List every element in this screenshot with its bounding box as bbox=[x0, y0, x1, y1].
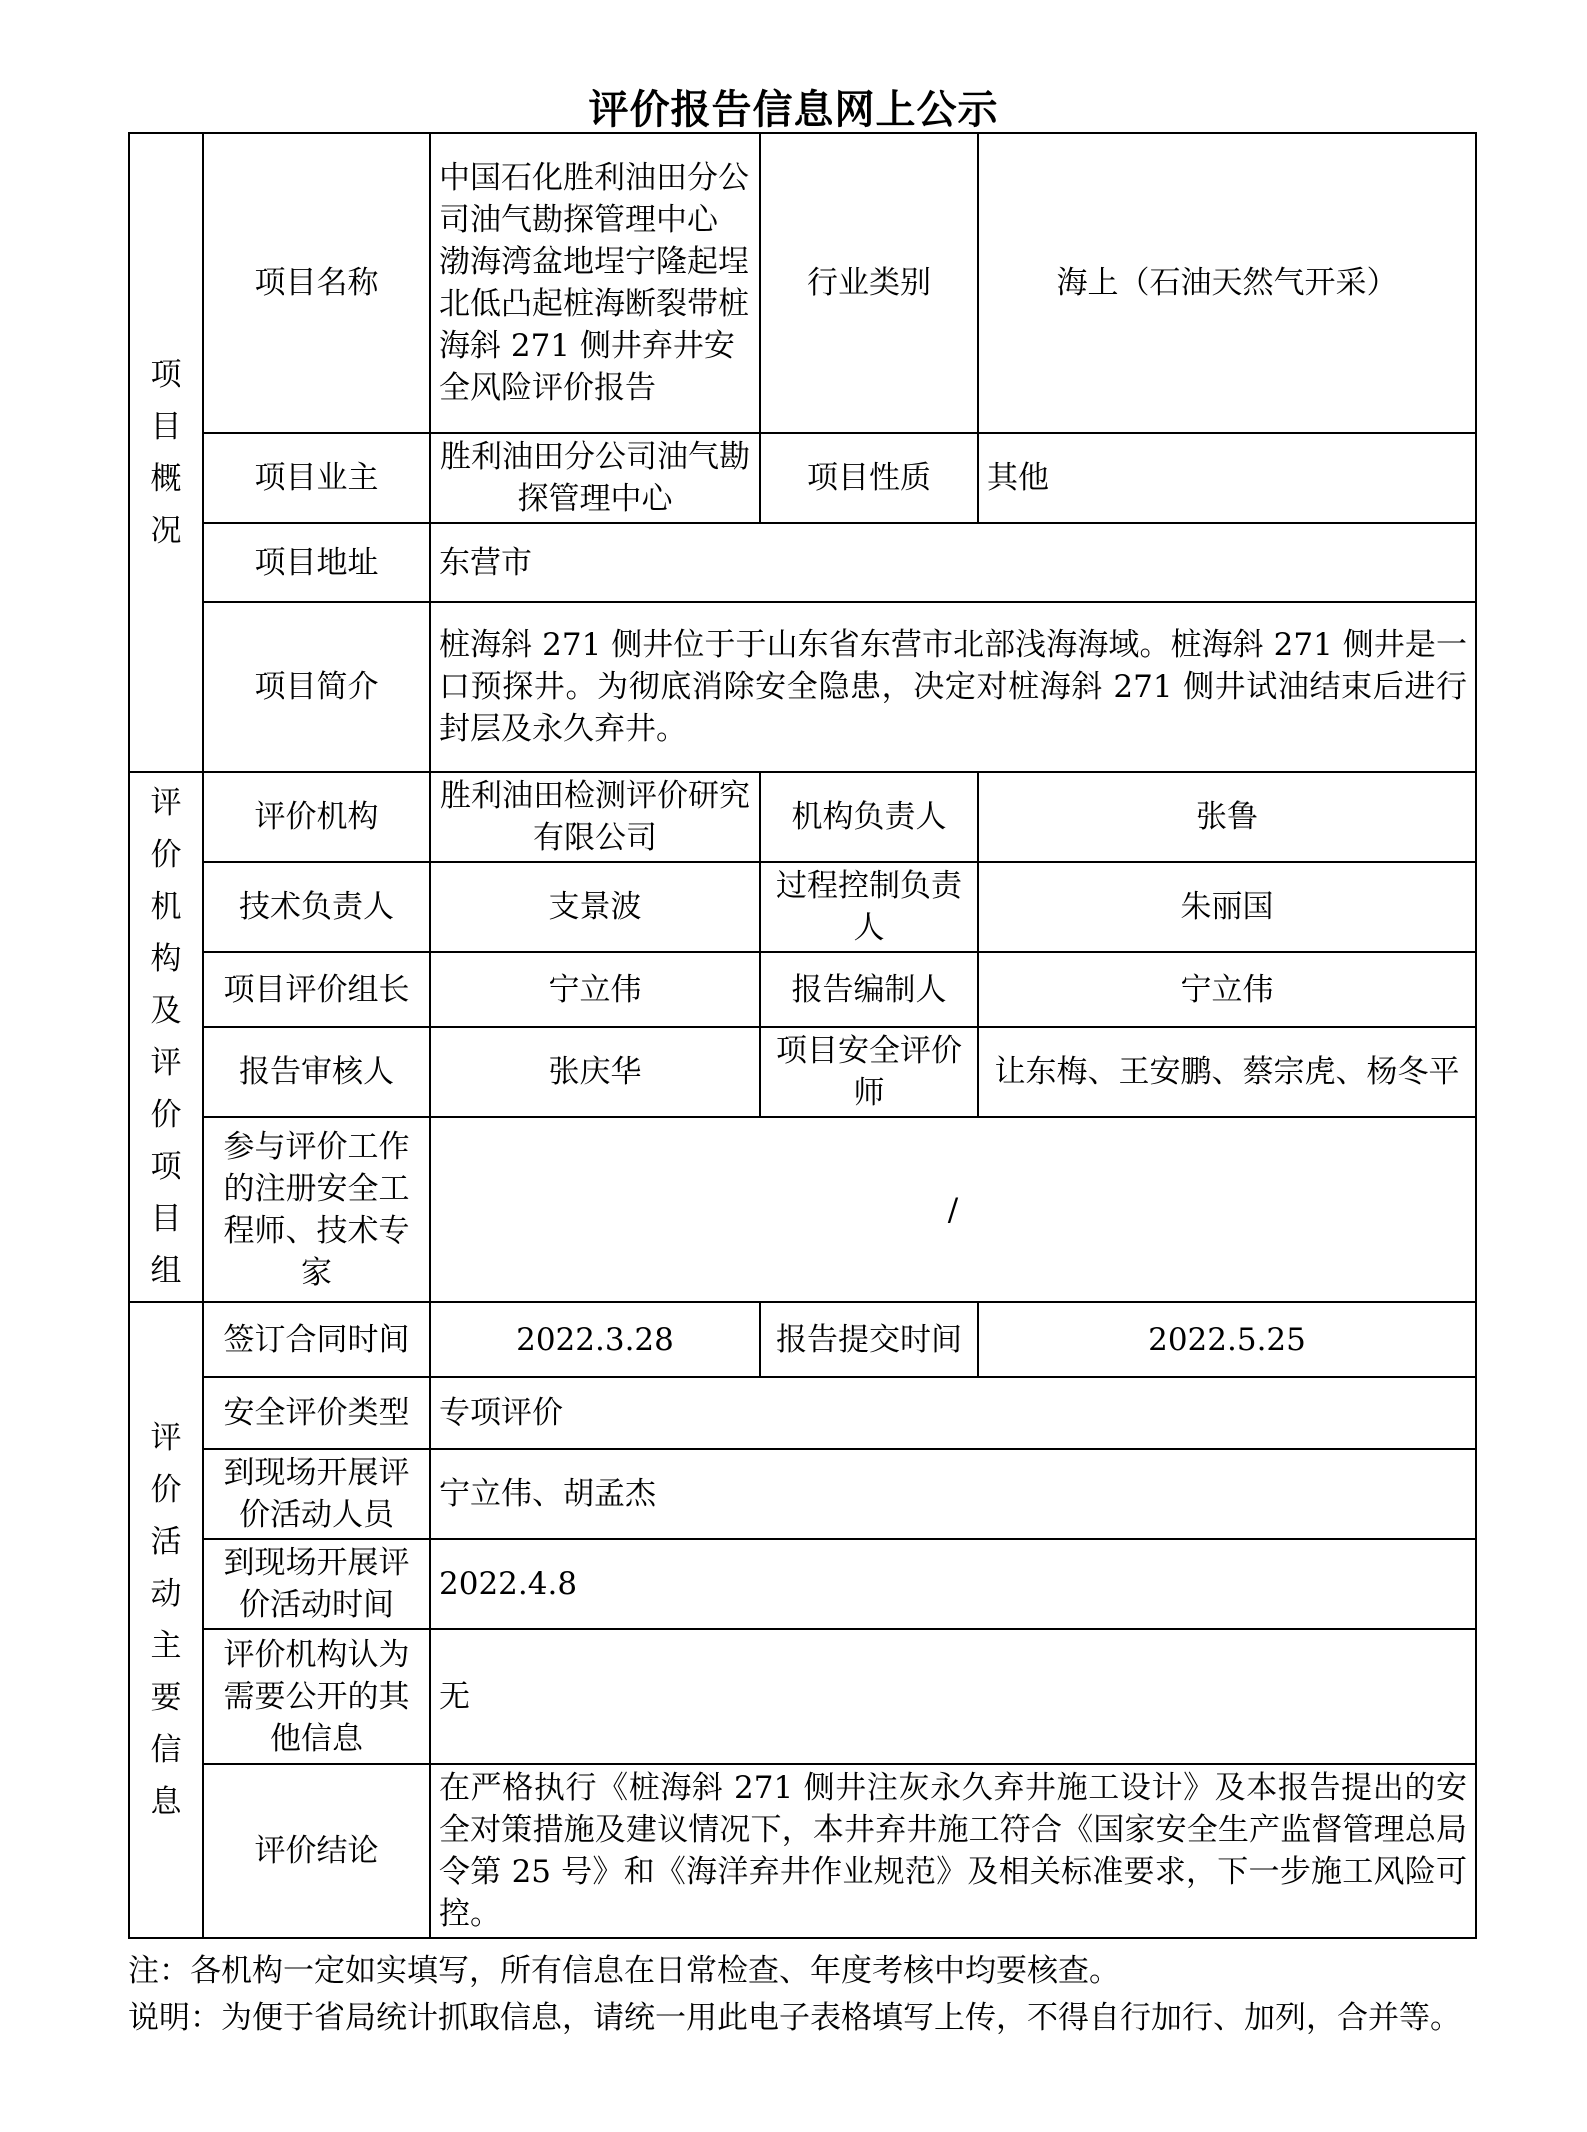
report-writer-label: 报告编制人 bbox=[760, 952, 978, 1027]
industry-label: 行业类别 bbox=[760, 133, 978, 433]
team-leader-value: 宁立伟 bbox=[430, 952, 760, 1027]
experts-value: / bbox=[430, 1117, 1476, 1302]
page-title: 评价报告信息网上公示 bbox=[588, 86, 999, 133]
site-time-label: 到现场开展评价活动时间 bbox=[203, 1539, 430, 1629]
conclusion-value: 在严格执行《桩海斜 271 侧井注灰永久弃井施工设计》及本报告提出的安全对策措施及建议情况下，本井弃井施工符合《国家安全生产监督管理总局令第 25 号》和《海洋弃井作业规范》及相关标准要求，下一步施工风险可控。 bbox=[430, 1764, 1476, 1938]
project-name-value: 中国石化胜利油田分公司油气勘探管理中心 渤海湾盆地埕宁隆起埕北低凸起桩海断裂带桩海斜 271 侧井弃井安全风险评价报告 bbox=[430, 133, 760, 433]
agency-head-label: 机构负责人 bbox=[760, 772, 978, 862]
site-staff-label: 到现场开展评价活动人员 bbox=[203, 1449, 430, 1539]
explanation-text: 说明：为便于省局统计抓取信息，请统一用此电子表格填写上传，不得自行加行、加列，合并等。 bbox=[128, 2000, 1461, 2036]
assessors-label: 项目安全评价师 bbox=[760, 1027, 978, 1117]
submit-date-value: 2022.5.25 bbox=[978, 1302, 1476, 1377]
owner-value: 胜利油田分公司油气勘探管理中心 bbox=[430, 433, 760, 523]
section-overview-label: 项 目 概 况 bbox=[129, 133, 203, 772]
nature-value: 其他 bbox=[978, 433, 1476, 523]
owner-label: 项目业主 bbox=[203, 433, 430, 523]
intro-value: 桩海斜 271 侧井位于于山东省东营市北部浅海海域。桩海斜 271 侧井是一口预探井。为彻底消除安全隐患，决定对桩海斜 271 侧井试油结束后进行封层及永久弃井。 bbox=[430, 602, 1476, 772]
tech-lead-value: 支景波 bbox=[430, 862, 760, 952]
project-name-label: 项目名称 bbox=[203, 133, 430, 433]
agency-head-value: 张鲁 bbox=[978, 772, 1476, 862]
nature-label: 项目性质 bbox=[760, 433, 978, 523]
assessment-type-label: 安全评价类型 bbox=[203, 1377, 430, 1449]
report-writer-value: 宁立伟 bbox=[978, 952, 1476, 1027]
process-control-value: 朱丽国 bbox=[978, 862, 1476, 952]
disclosure-table bbox=[128, 132, 1477, 1939]
site-time-value: 2022.4.8 bbox=[430, 1539, 1476, 1629]
reviewer-label: 报告审核人 bbox=[203, 1027, 430, 1117]
site-staff-value: 宁立伟、胡孟杰 bbox=[430, 1449, 1476, 1539]
other-info-value: 无 bbox=[430, 1629, 1476, 1764]
section-activity-label: 评 价 活 动 主 要 信 息 bbox=[129, 1302, 203, 1938]
assessors-value: 让东梅、王安鹏、蔡宗虎、杨冬平 bbox=[978, 1027, 1476, 1117]
agency-label: 评价机构 bbox=[203, 772, 430, 862]
team-leader-label: 项目评价组长 bbox=[203, 952, 430, 1027]
footnotes bbox=[128, 1948, 1478, 2042]
submit-date-label: 报告提交时间 bbox=[760, 1302, 978, 1377]
contract-date-value: 2022.3.28 bbox=[430, 1302, 760, 1377]
intro-label: 项目简介 bbox=[203, 602, 430, 772]
industry-value: 海上（石油天然气开采） bbox=[978, 133, 1476, 433]
reviewer-value: 张庆华 bbox=[430, 1027, 760, 1117]
address-label: 项目地址 bbox=[203, 523, 430, 602]
contract-date-label: 签订合同时间 bbox=[203, 1302, 430, 1377]
section-org-label: 评 价 机 构 及 评 价 项 目 组 bbox=[129, 772, 203, 1302]
address-value: 东营市 bbox=[430, 523, 1476, 602]
note-text: 注：各机构一定如实填写，所有信息在日常检查、年度考核中均要核查。 bbox=[128, 1953, 1120, 1989]
process-control-label: 过程控制负责人 bbox=[760, 862, 978, 952]
assessment-type-value: 专项评价 bbox=[430, 1377, 1476, 1449]
other-info-label: 评价机构认为需要公开的其他信息 bbox=[203, 1629, 430, 1764]
tech-lead-label: 技术负责人 bbox=[203, 862, 430, 952]
agency-value: 胜利油田检测评价研究有限公司 bbox=[430, 772, 760, 862]
experts-label: 参与评价工作的注册安全工程师、技术专家 bbox=[203, 1117, 430, 1302]
conclusion-label: 评价结论 bbox=[203, 1764, 430, 1938]
